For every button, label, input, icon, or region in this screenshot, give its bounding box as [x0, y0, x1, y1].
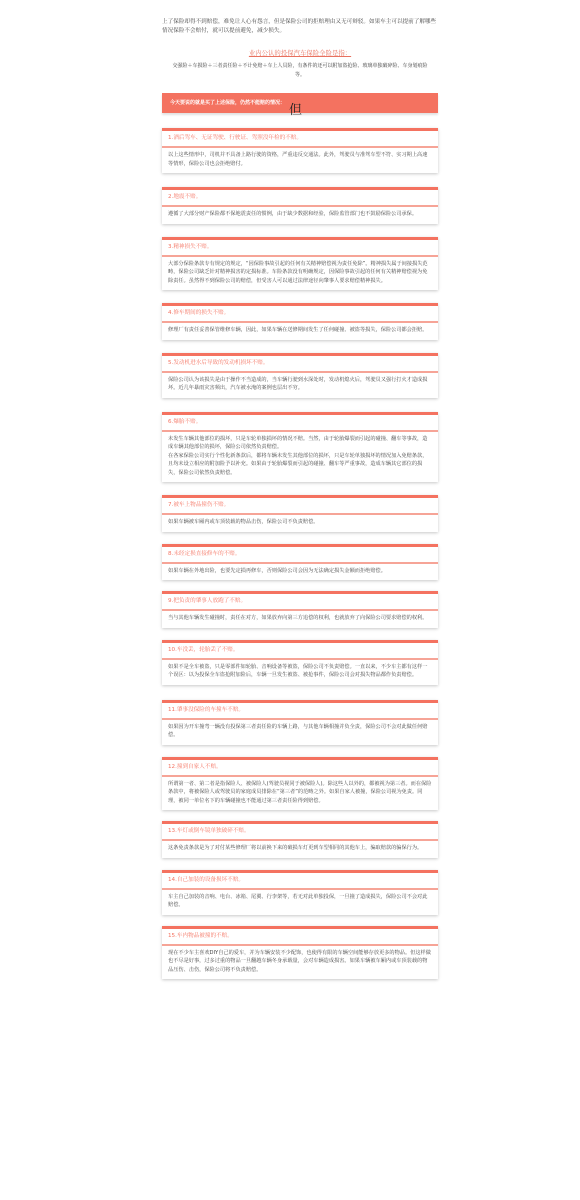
- exclusion-body: [162, 148, 438, 173]
- exclusion-paragraph: 保险公司认为该损失是由于操作不当造成的，当车辆行驶到水深处时，发动机熄火后，驾驶员又强行打火才造成损坏。近几年暴雨灾害频出，汽车被水淹的案例也层出不穷。: [168, 376, 428, 391]
- exclusion-title: 12.撞到自家人不赔。: [162, 760, 438, 777]
- exclusion-paragraph: 大部分保险条款专有规定的规定，“因保险事故引起的任何有关精神赔偿视为责任免除”。精神损失属于间接损失范畴，保险公司缺乏针对精神损害的定损标准。车险条款没有明确规定，因保险事故引起的任何有关精神赔偿视为免除责任。虽然得不到保险公司的赔偿，但受害人可以通过法律途径向肇事人要求赔偿精神损失。: [168, 260, 428, 284]
- exclusion-paragraph: 修理厂有责任妥善保管维修车辆，因此，如果车辆在送修期间发生了任何碰撞、被盗等损失，保险公司都会拒赔。: [168, 327, 428, 333]
- exclusion-body: [162, 373, 438, 398]
- exclusion-card: [162, 757, 438, 811]
- exclusion-card: [162, 237, 438, 291]
- insurance-types: 交强险＋车损险＋三者责任险＋不计免赔＋车上人员险，有条件的还可以附加盗抢险、玻璃单独破碎险、车身划痕险等。: [172, 63, 428, 78]
- exclusion-body: [162, 207, 438, 224]
- exclusion-body: [162, 515, 438, 532]
- exclusion-body: [162, 946, 438, 980]
- exclusion-title: 13.车灯或倒车镜单独破碎不赔。: [162, 824, 438, 841]
- exclusion-card: [162, 128, 438, 173]
- exclusion-title: 9.把负责的肇事人放跑了不赔。: [162, 594, 438, 611]
- exclusion-body: [162, 841, 438, 858]
- exclusion-body: [162, 777, 438, 811]
- exclusion-card: [162, 187, 438, 224]
- exclusion-card: [162, 640, 438, 685]
- exclusion-paragraph: 现在不少车主喜欢DIY自己的爱车，并为车辆安装不少配饰，也使得有限的车辆空间能够存放更多的物品。但这样做也不尽是好事，过多过重的物品一旦翻越车辆冬身承载量，会对车辆造成损害。如果车辆被车厢内或车顶装载的物品压伤、击伤，保险公司将不负责赔偿。: [168, 949, 431, 973]
- exclusion-body: [162, 890, 438, 915]
- exclusion-body: [162, 660, 438, 685]
- exclusion-paragraph: 如果因为开车撞弯一辆没有投保第三者责任险的车辆上路，与其他车辆相撞并负全责，保险公司不会对此做任何赔偿。: [168, 723, 428, 738]
- exclusion-paragraph: 所谓第一者、第二者是指保险人、被保险人(驾驶员视同于被保险人)。除这些人以外的，都被视为第三者。而在保险条款中，将被保险人或驾驶员的家庭成员排除在“第三者”的范畴之外。如果自家人被撞，保险公司视为免责。同理，被同一单位名下的车辆碰撞也不能通过第三者责任险得到赔偿。: [168, 780, 432, 804]
- exclusion-card: [162, 700, 438, 745]
- exclusion-card: [162, 870, 438, 915]
- exclusion-card: [162, 353, 438, 398]
- exclusion-title: 7.被车上物品撞伤不赔。: [162, 498, 438, 515]
- exclusion-card: [162, 591, 438, 628]
- exclusion-card: [162, 926, 438, 980]
- intro-paragraph: 上了保险却得不到赔偿，难免让人心有怨言，但是保险公司的拒赔理由又无可辩驳。如果车主可以提前了解哪些情况保险不会赔付，就可以提前避免，减少损失。: [162, 19, 437, 34]
- exclusion-title: 1.酒后驾车、无证驾驶、行驶证、驾照没年检的不赔。: [162, 131, 438, 148]
- exclusion-paragraph: 未发生车辆其他部位的损坏，只是车轮单独损坏的情况不赔。当然，由于轮胎爆裂而引起的碰撞、翻车等事故，造成车辆其他部位的损坏，保险公司依然负责赔偿。: [168, 435, 428, 450]
- exclusion-card: [162, 412, 438, 483]
- exclusion-title: 5.发动机进水后导致的发动机损坏不赔。: [162, 356, 438, 373]
- exclusion-title: 3.精神损失不赔。: [162, 240, 438, 257]
- exclusion-card: [162, 544, 438, 581]
- exclusion-card: [162, 495, 438, 532]
- stray-character: 但: [289, 103, 303, 118]
- orange-banner: 今天要说的就是买了上述保险，仍然不能赔的情况：: [162, 93, 438, 113]
- exclusion-body: [162, 720, 438, 745]
- exclusion-title: 14.自己加装的设备损坏不赔。: [162, 873, 438, 890]
- exclusion-body: [162, 432, 438, 483]
- section-subheading: 业内公认的投保汽车保险全险是指：: [248, 49, 352, 57]
- exclusion-title: 11.肇事没保险的车撞车不赔。: [162, 703, 438, 720]
- exclusion-paragraph: 当与其他车辆发生碰撞时，责任在对方，如果放弃向第三方追偿的权利，也就放弃了向保险公司要求赔偿的权利。: [168, 615, 428, 621]
- article-column: [162, 0, 438, 979]
- exclusion-title: 10.车没丢，轮胎丢了不赔。: [162, 643, 438, 660]
- exclusion-paragraph: 如果车辆被车厢内或车顶装载的物品击伤，保险公司不负责赔偿。: [168, 519, 319, 525]
- exclusion-body: [162, 257, 438, 291]
- exclusion-body: [162, 611, 438, 628]
- exclusion-body: [162, 564, 438, 581]
- exclusion-card: [162, 303, 438, 340]
- exclusion-title: 6.爆胎不赔。: [162, 415, 438, 432]
- exclusion-paragraph: 如果车辆在外地出险，也要先定损再修车，否则保险公司会因为无法确定损失金额而拒绝赔偿。: [168, 567, 386, 574]
- exclusion-paragraph: 车主自己加装的音响、电台、冰箱、尾翼、行李架等，若无对此单独投保，一旦撞了造成损失，保险公司不会对此赔偿。: [168, 893, 428, 908]
- exclusion-paragraph: 遵循了大部分财产保险都不保地震责任的惯例，由于缺少数据和经验，保险监管部门也不鼓励保险公司承保。: [168, 211, 418, 217]
- exclusion-paragraph: 在各家保险公司实行个性化新条款后，都将车辆未发生其他部位的损坏，只是车轮单独损坏的情况加入免赔条款，且均未设立相应的附加险予以补充。如果由于轮胎爆裂而引起的碰撞、翻车等严重事故，造成车辆其它部位的损失，保险公司依然负责赔偿。: [168, 452, 428, 476]
- exclusion-title: 15.车内物品被撞的不赔。: [162, 929, 438, 946]
- exclusion-paragraph: 这条免责条款是为了对付某些修理厂将以前换下来的破损车灯更到车型相同的其他车上，骗取赔款的骗保行为。: [168, 845, 423, 851]
- exclusion-title: 8.未经定损直接修车的不赔。: [162, 547, 438, 564]
- exclusion-paragraph: 以上这些情形中，司机并不具备上路行驶的资格，严重违反交通法。此外，驾驶员与准驾车型不符、实习期上高速等情形，保险公司也会拒绝赔付。: [168, 152, 428, 167]
- exclusion-body: [162, 323, 438, 340]
- exclusion-title: 4.修车期间的损失不赔。: [162, 306, 438, 323]
- exclusion-card: [162, 821, 438, 858]
- exclusion-paragraph: 如果不是全车被盗，只是零部件如轮胎、音响设备等被盗，保险公司不负责赔偿。一直以来，不少车主都有这样一个误区：以为投保全车盗抢附加险后，车辆一旦发生被盗、被抢事件，保险公司会对损失物品都作负责赔偿。: [168, 663, 428, 678]
- exclusion-list: [162, 128, 438, 979]
- exclusion-title: 2.地震不赔。: [162, 190, 438, 207]
